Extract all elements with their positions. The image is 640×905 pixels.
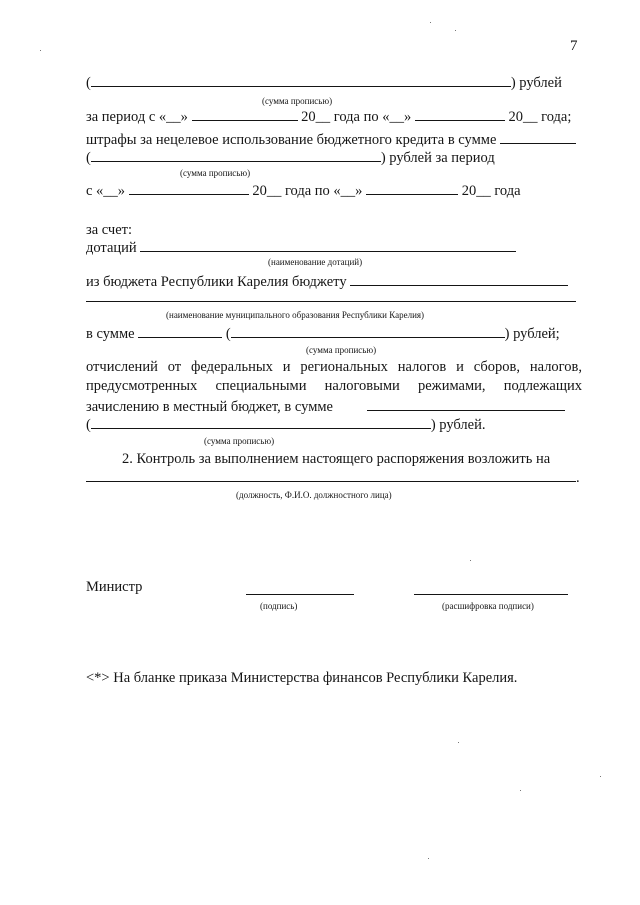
period-line-1: за период с «__» 20__ года по «__» 20__ года; xyxy=(86,109,572,125)
caption-official: (должность, Ф.И.О. должностного лица) xyxy=(236,490,392,500)
official-blank[interactable] xyxy=(86,469,576,482)
from-budget-line: из бюджета Республики Карелия бюджету xyxy=(86,273,568,291)
deductions-sum-blank[interactable] xyxy=(367,398,565,411)
caption-sum-words-3: (сумма прописью) xyxy=(306,345,377,355)
in-sum-words-blank[interactable] xyxy=(231,325,505,338)
signature-decoding-line[interactable] xyxy=(414,594,568,595)
fines-sum-blank[interactable] xyxy=(500,131,576,144)
municipality-line xyxy=(86,289,576,307)
on-account-label: за счет: xyxy=(86,222,133,238)
signature-line[interactable] xyxy=(246,594,354,595)
scan-speck xyxy=(470,560,471,561)
deductions-line-3: зачислению в местный бюджет, в сумме xyxy=(86,398,565,416)
caption-subsidy-name: (наименование дотаций) xyxy=(268,257,363,267)
scan-speck xyxy=(520,790,521,791)
subsidies-line: дотаций xyxy=(86,239,516,257)
page-number: 7 xyxy=(570,38,578,54)
deductions-line-1: отчислений от федеральных и региональных налогов и сборов, налогов, xyxy=(86,359,582,375)
caption-signature-decoding: (расшифровка подписи) xyxy=(442,601,534,611)
caption-municipality: (наименование муниципального образования Республики Карелия) xyxy=(166,310,425,320)
scan-speck xyxy=(428,858,429,859)
scan-speck xyxy=(458,742,459,743)
sum-words-line-2: ( ) рублей за период xyxy=(86,150,495,166)
in-sum-line: в сумме ( ) рублей; xyxy=(86,326,560,342)
municipality-blank[interactable] xyxy=(86,289,576,302)
scan-speck xyxy=(430,22,431,23)
period-from-month-blank[interactable] xyxy=(192,108,298,121)
scan-speck xyxy=(600,776,601,777)
fines-line: штрафы за нецелевое использование бюджетного кредита в сумме xyxy=(86,131,576,149)
sum-words-blank-2[interactable] xyxy=(91,149,381,162)
sum-words-blank-1[interactable] xyxy=(91,74,511,87)
official-line: . xyxy=(86,469,580,487)
control-clause: 2. Контроль за выполнением настоящего распоряжения возложить на xyxy=(122,451,551,467)
caption-sum-words-2: (сумма прописью) xyxy=(180,168,251,178)
scan-speck xyxy=(40,50,41,51)
deductions-line-2: предусмотренных специальными налоговыми режимами, подлежащих xyxy=(86,378,582,394)
footnote: <*> На бланке приказа Министерства финансов Республики Карелия. xyxy=(86,670,518,686)
sum-words-blank-4[interactable] xyxy=(91,416,431,429)
caption-sum-words-1: (сумма прописью) xyxy=(262,96,333,106)
period-to-month-blank[interactable] xyxy=(415,108,505,121)
sum-words-line-1: ( ) рублей xyxy=(86,75,562,91)
period2-from-blank[interactable] xyxy=(129,182,249,195)
in-sum-blank[interactable] xyxy=(138,325,222,338)
minister-label: Министр xyxy=(86,579,143,595)
caption-sum-words-4: (сумма прописью) xyxy=(204,436,275,446)
scan-speck xyxy=(455,30,456,31)
sum-words-line-4: ( ) рублей. xyxy=(86,417,486,433)
caption-signature: (подпись) xyxy=(260,601,298,611)
subsidies-name-blank[interactable] xyxy=(140,239,516,252)
period-line-2: с «__» 20__ года по «__» 20__ года xyxy=(86,183,521,199)
period2-to-blank[interactable] xyxy=(366,182,458,195)
recipient-budget-blank[interactable] xyxy=(350,273,568,286)
